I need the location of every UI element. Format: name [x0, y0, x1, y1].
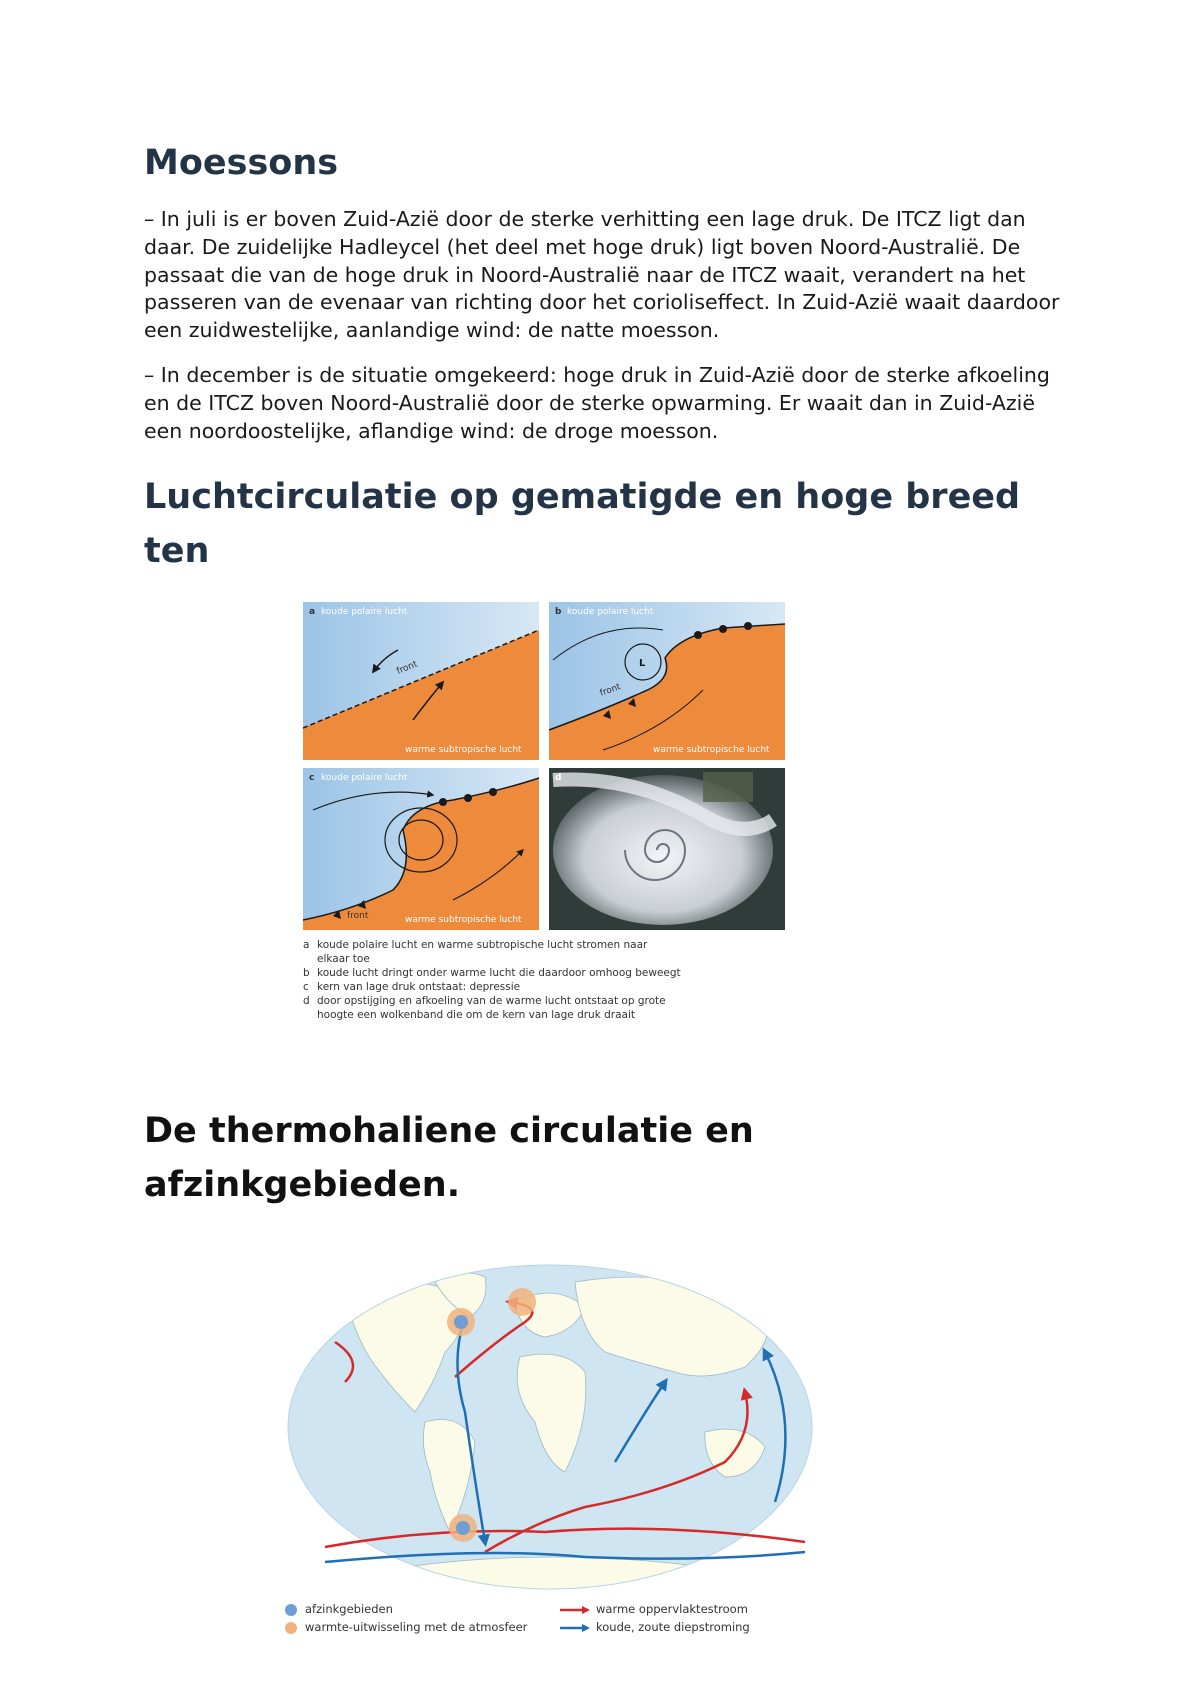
caption-text: kern van lage druk ontstaat: depressie: [317, 981, 521, 993]
caption-line: [303, 966, 723, 980]
panel-a-bottom-label: warme subtropische lucht: [405, 745, 522, 755]
heading-luchtcirculatie-line2: ten: [144, 531, 210, 571]
caption-letter: b: [303, 967, 310, 979]
legend-label: koude, zoute diepstroming: [596, 1620, 750, 1634]
panel-b-bottom-label: warme subtropische lucht: [653, 745, 770, 755]
panel-a: [303, 602, 539, 760]
panel-c: [303, 768, 539, 930]
blue-arrow-icon: [560, 1623, 590, 1633]
caption-text: door opstijging en afkoeling van de warme lucht ontstaat op grote: [317, 995, 666, 1007]
caption-text: koude polaire lucht en warme subtropische lucht stromen naar: [317, 939, 648, 951]
sinking-area-dot-icon: [285, 1604, 297, 1616]
caption-line: [303, 980, 723, 994]
panel-b-front-label: front: [598, 682, 623, 699]
heading-thermohaliene-line2: afzinkgebieden.: [144, 1165, 460, 1205]
caption-text: hoogte een wolkenband die om de kern van lage druk draait: [317, 1009, 636, 1021]
fronts-figure: [303, 600, 785, 1020]
heading-luchtcirculatie-line1: Luchtcirculatie op gematigde en hoge breed: [144, 477, 1021, 517]
sinking-area-marker: [456, 1521, 470, 1535]
caption-line: [303, 952, 723, 966]
paragraph-juli: – In juli is er boven Zuid-Azië door de sterke verhitting een lage druk. De ITCZ ligt dan daar. De zuidelijke Hadleycel (het deel met hoge druk) ligt boven Noord-Australië. De passaat die van de hoge druk in Noord-Australië naar de ITCZ waait, verandert na het passeren van de evenaar van richting door het corioliseffect. In Zuid-Azië waait daardoor een zuidwestelijke, aanlandige wind: de natte moesson.: [144, 207, 1060, 343]
caption-line: [303, 938, 723, 952]
caption-letter: c: [303, 981, 309, 993]
heat-exchange-marker: [508, 1288, 536, 1316]
map-legend-left: [285, 1602, 545, 1634]
heading-thermohaliene: [144, 1104, 754, 1212]
panel-b-letter: b: [555, 607, 562, 617]
panel-d: [549, 768, 785, 930]
heading-moessons: Moessons: [144, 143, 339, 183]
caption-line: [303, 1008, 723, 1022]
heading-luchtcirculatie: [144, 470, 1020, 578]
heat-exchange-dot-icon: [285, 1622, 297, 1634]
legend-item: [560, 1602, 815, 1616]
panel-d-letter: d: [555, 773, 562, 783]
panel-c-bottom-label: warme subtropische lucht: [405, 915, 522, 925]
caption-line: [303, 994, 723, 1008]
panel-a-letter: a: [309, 607, 316, 617]
caption-letter: a: [303, 939, 310, 951]
legend-item: [285, 1620, 545, 1634]
panel-a-top-label: koude polaire lucht: [321, 607, 408, 617]
legend-item: [285, 1602, 545, 1616]
panel-b-low-label: L: [639, 658, 646, 669]
legend-label: afzinkgebieden: [305, 1602, 393, 1616]
thermohaline-map-figure: [285, 1262, 815, 1640]
sinking-area-marker: [454, 1315, 468, 1329]
legend-label: warme oppervlaktestroom: [596, 1602, 748, 1616]
panel-c-top-label: koude polaire lucht: [321, 773, 408, 783]
caption-text: elkaar toe: [317, 953, 370, 965]
legend-item: [560, 1620, 815, 1634]
paragraph-december: – In december is de situatie omgekeerd: hoge druk in Zuid-Azië door de sterke afkoeling en de ITCZ boven Noord-Australië door de sterke opwarming. Er waait dan in Zuid-Azië een noordoostelijke, aflandige wind: de droge moesson.: [144, 363, 1050, 443]
fronts-caption: [303, 938, 723, 1022]
heading-thermohaliene-line1: De thermohaliene circulatie en: [144, 1111, 754, 1151]
map-legend-right: [560, 1602, 815, 1634]
legend-label: warmte-uitwisseling met de atmosfeer: [305, 1620, 528, 1634]
caption-text: koude lucht dringt onder warme lucht die daardoor omhoog beweegt: [317, 967, 681, 979]
panel-c-front-label: front: [347, 911, 369, 921]
panel-a-front-label: front: [395, 659, 419, 677]
panel-c-letter: c: [309, 773, 315, 783]
caption-letter: d: [303, 995, 310, 1007]
panel-b-top-label: koude polaire lucht: [567, 607, 654, 617]
red-arrow-icon: [560, 1605, 590, 1615]
panel-b: [549, 602, 785, 760]
world-map: [285, 1262, 815, 1592]
